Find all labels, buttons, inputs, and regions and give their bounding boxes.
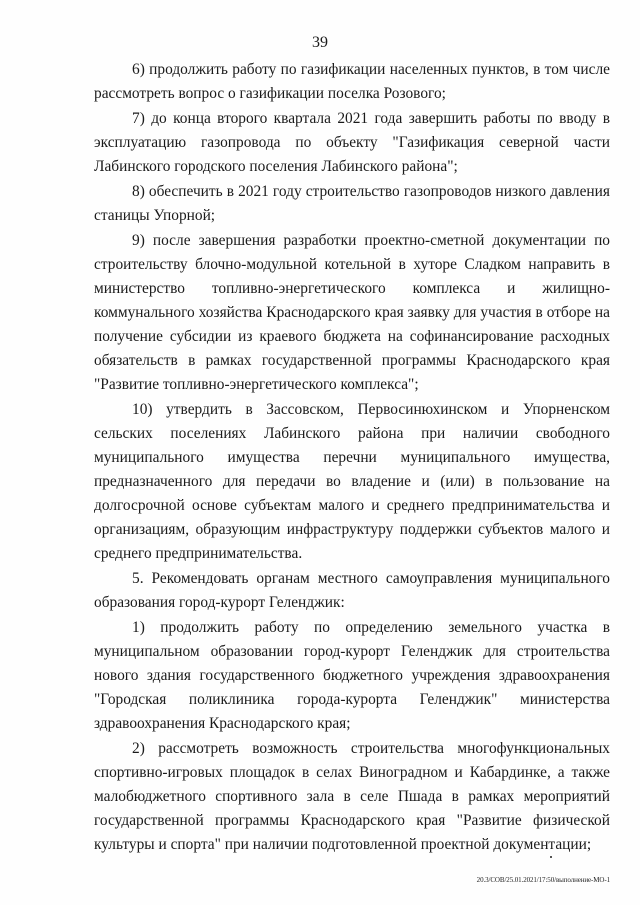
paragraph-item-7: 7) до конца второго квартала 2021 года завершить работы по вводу в эксплуатацию газопровода по объекту "Газификация северной части Лабинского городского поселения Лабинского района"; (94, 110, 610, 175)
paragraph-section-5: 5. Рекомендовать органам местного самоуправления муниципального образования город-курорт Геленджик: (94, 570, 610, 611)
paragraph-item-8: 8) обеспечить в 2021 году строительство газопроводов низкого давления станицы Упорной; (94, 183, 610, 224)
footer-document-code: 20.3/СОВ/25.01.2021/17:50/выполнение-МО-1 (476, 876, 610, 884)
page-number: 39 (312, 34, 328, 51)
paragraph-subitem-2: 2) рассмотреть возможность строительства многофункциональных спортивно-игровых площадок в селах Виноградном и Кабардинке, а также малобюджетного спортивного зала в селе Пшада в рамках мероприятий государственной программы Краснодарского края "Развитие физической культуры и спорта" при наличии подготовленной проектной документации; (94, 740, 610, 853)
document-body (94, 58, 610, 858)
paragraph-item-6: 6) продолжить работу по газификации населенных пунктов, в том числе рассмотреть вопрос о газификации поселка Розового; (94, 61, 610, 102)
paragraph-subitem-1: 1) продолжить работу по определению земельного участка в муниципальном образовании город-курорт Геленджик для строительства нового здания государственного бюджетного учреждения здравоохранения "Городская поликлиника города-курорта Геленджик" министерства здравоохранения Краснодарского края; (94, 619, 610, 732)
scan-dot (550, 856, 552, 858)
paragraph-item-9: 9) после завершения разработки проектно-сметной документации по строительству блочно-модульной котельной в хуторе Сладком направить в министерство топливно-энергетического комплекса и жилищно-коммунального хозяйства Краснодарского края заявку для участия в отборе на получение субсидии из краевого бюджета на софинансирование расходных обязательств в рамках государственной программы Краснодарского края "Развитие топливно-энергетического комплекса"; (94, 232, 610, 393)
paragraph-item-10: 10) утвердить в Зассовском, Первосинюхинском и Упорненском сельских поселениях Лабинского района при наличии свободного муниципального имущества перечни муниципального имущества, предназначенного для передачи во владение и (или) в пользование на долгосрочной основе субъектам малого и среднего предпринимательства и организациям, образующим инфраструктуру поддержки субъектов малого и среднего предпринимательства. (94, 401, 610, 562)
